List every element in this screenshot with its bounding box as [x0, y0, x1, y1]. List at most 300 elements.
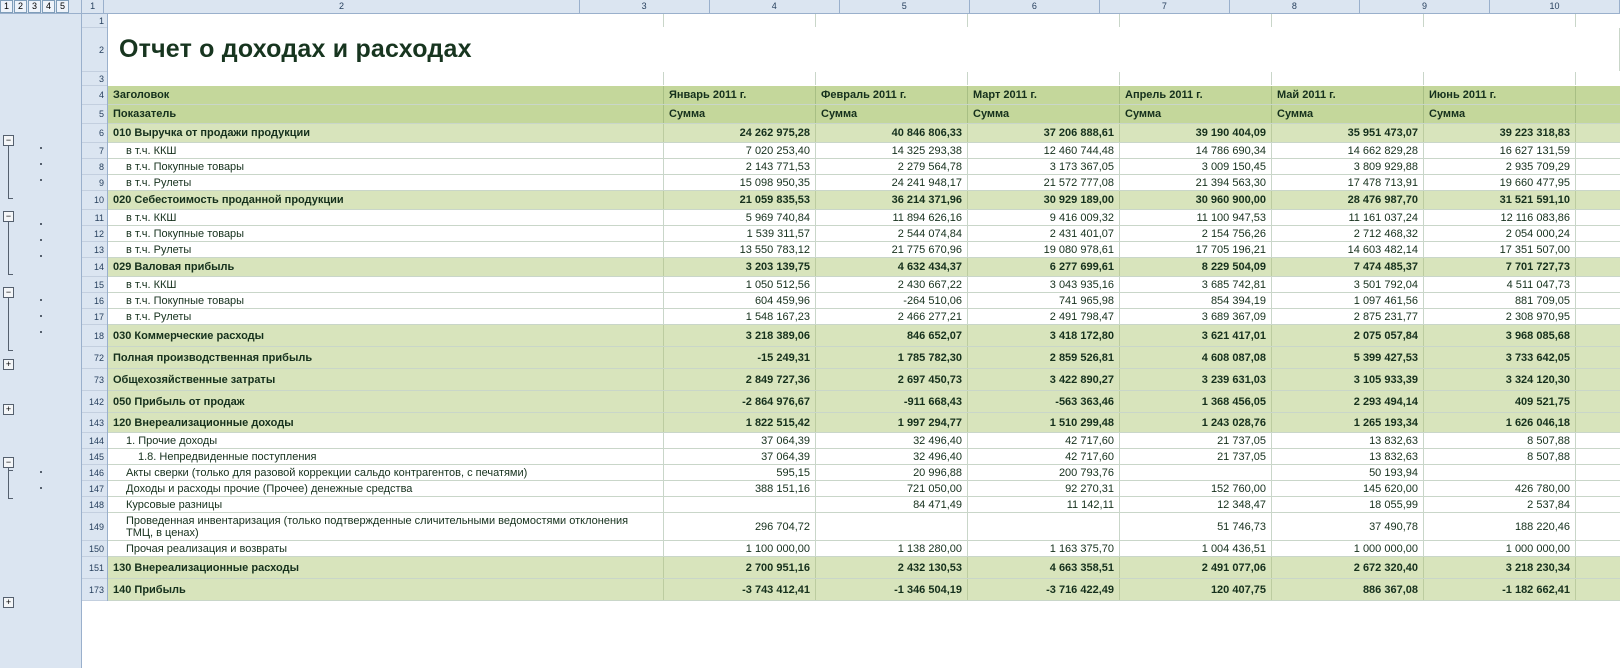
value-cell[interactable]: 3 968 085,68: [1424, 325, 1576, 346]
value-cell[interactable]: 388 151,16: [664, 481, 816, 496]
row-label-cell[interactable]: в т.ч. Покупные товары: [108, 226, 664, 241]
value-cell[interactable]: 1 000 000,00: [1272, 541, 1424, 556]
row-header-7[interactable]: 7: [82, 143, 107, 159]
outline-dot: [40, 299, 42, 301]
value-cell[interactable]: 9 416 009,32: [968, 210, 1120, 225]
value-cell[interactable]: 2 308 970,95: [1424, 309, 1576, 324]
value-cell[interactable]: [1424, 465, 1576, 480]
value-cell[interactable]: 1 000 000,00: [1424, 541, 1576, 556]
row-header-146[interactable]: 146: [82, 465, 107, 481]
row-header-3[interactable]: 3: [82, 72, 107, 86]
value-cell[interactable]: 42 717,60: [968, 433, 1120, 448]
outline-level-4[interactable]: 4: [42, 0, 55, 13]
value-cell[interactable]: 3 043 935,16: [968, 277, 1120, 292]
value-cell[interactable]: 1 510 299,48: [968, 413, 1120, 432]
worksheet-grid: [108, 14, 1620, 601]
value-cell[interactable]: 2 875 231,77: [1272, 309, 1424, 324]
value-cell[interactable]: Сумма: [1120, 105, 1272, 123]
row-header-4[interactable]: 4: [82, 86, 107, 105]
value-cell[interactable]: 37 490,78: [1272, 513, 1424, 540]
table-row: [108, 497, 1620, 513]
value-cell[interactable]: 17 478 713,91: [1272, 175, 1424, 190]
outline-expand-button-2[interactable]: +: [3, 404, 14, 415]
row-header-17[interactable]: 17: [82, 309, 107, 325]
table-row: [108, 86, 1620, 105]
value-cell[interactable]: 24 262 975,28: [664, 124, 816, 142]
value-cell[interactable]: 3 501 792,04: [1272, 277, 1424, 292]
value-cell[interactable]: 2 859 526,81: [968, 347, 1120, 368]
value-cell[interactable]: 2 700 951,16: [664, 557, 816, 578]
row-label-cell[interactable]: Доходы и расходы прочие (Прочее) денежные средства: [108, 481, 664, 496]
value-cell[interactable]: 8 507,88: [1424, 449, 1576, 464]
value-cell[interactable]: 17 705 196,21: [1120, 242, 1272, 257]
row-label-cell[interactable]: [108, 72, 664, 85]
row-header-11[interactable]: 11: [82, 210, 107, 226]
value-cell[interactable]: [968, 513, 1120, 540]
value-cell[interactable]: 721 050,00: [816, 481, 968, 496]
value-cell[interactable]: 3 685 742,81: [1120, 277, 1272, 292]
value-cell[interactable]: 42 717,60: [968, 449, 1120, 464]
outline-dot: [40, 179, 42, 181]
row-label-cell[interactable]: Полная производственная прибыль: [108, 347, 664, 368]
row-label-cell[interactable]: в т.ч. Покупные товары: [108, 293, 664, 308]
value-cell[interactable]: 426 780,00: [1424, 481, 1576, 496]
value-cell[interactable]: 2 430 667,22: [816, 277, 968, 292]
value-cell[interactable]: 4 632 434,37: [816, 258, 968, 276]
value-cell[interactable]: 92 270,31: [968, 481, 1120, 496]
value-cell[interactable]: 37 064,39: [664, 433, 816, 448]
value-cell[interactable]: 28 476 987,70: [1272, 191, 1424, 209]
value-cell[interactable]: 11 161 037,24: [1272, 210, 1424, 225]
value-cell[interactable]: 11 100 947,53: [1120, 210, 1272, 225]
value-cell[interactable]: 6 277 699,61: [968, 258, 1120, 276]
column-header-9[interactable]: 9: [1360, 0, 1490, 13]
value-cell[interactable]: [1120, 465, 1272, 480]
value-cell[interactable]: 3 733 642,05: [1424, 347, 1576, 368]
table-row: [108, 309, 1620, 325]
value-cell[interactable]: 3 218 230,34: [1424, 557, 1576, 578]
value-cell[interactable]: 1 265 193,34: [1272, 413, 1424, 432]
row-label-cell[interactable]: 1. Прочие доходы: [108, 433, 664, 448]
table-row: [108, 579, 1620, 601]
value-cell[interactable]: 5 399 427,53: [1272, 347, 1424, 368]
row-header-149[interactable]: 149: [82, 513, 107, 541]
row-label-cell[interactable]: Общехозяйственные затраты: [108, 369, 664, 390]
value-cell[interactable]: 2 466 277,21: [816, 309, 968, 324]
value-cell[interactable]: [816, 72, 968, 85]
row-header-14[interactable]: 14: [82, 258, 107, 277]
value-cell[interactable]: 1 138 280,00: [816, 541, 968, 556]
value-cell[interactable]: Июнь 2011 г.: [1424, 86, 1576, 104]
value-cell[interactable]: 1 548 167,23: [664, 309, 816, 324]
value-cell[interactable]: 188 220,46: [1424, 513, 1576, 540]
row-header-151[interactable]: 151: [82, 557, 107, 579]
value-cell[interactable]: 4 511 047,73: [1424, 277, 1576, 292]
value-cell[interactable]: Сумма: [816, 105, 968, 123]
value-cell[interactable]: -264 510,06: [816, 293, 968, 308]
value-cell[interactable]: [664, 497, 816, 512]
value-cell[interactable]: 2 697 450,73: [816, 369, 968, 390]
value-cell[interactable]: 12 460 744,48: [968, 143, 1120, 158]
row-header-18[interactable]: 18: [82, 325, 107, 347]
value-cell[interactable]: 1 097 461,56: [1272, 293, 1424, 308]
value-cell[interactable]: 145 620,00: [1272, 481, 1424, 496]
value-cell[interactable]: 3 809 929,88: [1272, 159, 1424, 174]
row-header-72[interactable]: 72: [82, 347, 107, 369]
value-cell[interactable]: 31 521 591,10: [1424, 191, 1576, 209]
value-cell[interactable]: Апрель 2011 г.: [1120, 86, 1272, 104]
outline-dot: [40, 487, 42, 489]
column-header-1[interactable]: 1: [82, 0, 104, 13]
row-header-10[interactable]: 10: [82, 191, 107, 210]
value-cell[interactable]: 21 059 835,53: [664, 191, 816, 209]
row-label-cell[interactable]: в т.ч. Рулеты: [108, 242, 664, 257]
outline-level-1[interactable]: 1: [0, 0, 13, 13]
value-cell[interactable]: Май 2011 г.: [1272, 86, 1424, 104]
value-cell[interactable]: 2 431 401,07: [968, 226, 1120, 241]
row-header-9[interactable]: 9: [82, 175, 107, 191]
value-cell[interactable]: [1424, 72, 1576, 85]
value-cell[interactable]: 40 846 806,33: [816, 124, 968, 142]
outline-bracket-line-4: [8, 468, 9, 498]
value-cell[interactable]: -3 743 412,41: [664, 579, 816, 600]
value-cell[interactable]: 16 627 131,59: [1424, 143, 1576, 158]
row-header-147[interactable]: 147: [82, 481, 107, 497]
row-label-cell[interactable]: 030 Коммерческие расходы: [108, 325, 664, 346]
table-row: [108, 191, 1620, 210]
value-cell[interactable]: 84 471,49: [816, 497, 968, 512]
row-header-5[interactable]: 5: [82, 105, 107, 124]
row-header-73[interactable]: 73: [82, 369, 107, 391]
column-header-6[interactable]: 6: [970, 0, 1100, 13]
value-cell[interactable]: Январь 2011 г.: [664, 86, 816, 104]
value-cell[interactable]: 8 507,88: [1424, 433, 1576, 448]
value-cell[interactable]: 7 474 485,37: [1272, 258, 1424, 276]
outline-groups: [0, 14, 81, 668]
value-cell[interactable]: 741 965,98: [968, 293, 1120, 308]
outline-expand-button-3[interactable]: +: [3, 597, 14, 608]
outline-expand-button-1[interactable]: +: [3, 359, 14, 370]
column-header-7[interactable]: 7: [1100, 0, 1230, 13]
value-cell[interactable]: [664, 72, 816, 85]
row-header-142[interactable]: 142: [82, 391, 107, 413]
value-cell[interactable]: 50 193,94: [1272, 465, 1424, 480]
value-cell[interactable]: 1 163 375,70: [968, 541, 1120, 556]
row-header-13[interactable]: 13: [82, 242, 107, 258]
value-cell[interactable]: 39 190 404,09: [1120, 124, 1272, 142]
outline-level-2[interactable]: 2: [14, 0, 27, 13]
value-cell[interactable]: 120 407,75: [1120, 579, 1272, 600]
value-cell[interactable]: [968, 72, 1120, 85]
value-cell[interactable]: 30 960 900,00: [1120, 191, 1272, 209]
column-header-2[interactable]: 2: [104, 0, 579, 13]
value-cell[interactable]: 24 241 948,17: [816, 175, 968, 190]
row-label-cell[interactable]: Акты сверки (только для разовой коррекции сальдо контрагентов, с печатями): [108, 465, 664, 480]
value-cell[interactable]: 595,15: [664, 465, 816, 480]
value-cell[interactable]: 32 496,40: [816, 449, 968, 464]
table-row: [108, 369, 1620, 391]
row-label-cell[interactable]: 120 Внереализационные доходы: [108, 413, 664, 432]
value-cell[interactable]: 4 608 087,08: [1120, 347, 1272, 368]
value-cell[interactable]: [1272, 14, 1424, 27]
outline-bracket-line-1: [8, 146, 9, 198]
column-header-3[interactable]: 3: [580, 0, 710, 13]
value-cell[interactable]: [968, 14, 1120, 27]
value-cell[interactable]: -911 668,43: [816, 391, 968, 412]
value-cell[interactable]: 1 004 436,51: [1120, 541, 1272, 556]
value-cell[interactable]: 3 689 367,09: [1120, 309, 1272, 324]
row-label-cell[interactable]: Заголовок: [108, 86, 664, 104]
table-row: [108, 105, 1620, 124]
outline-dot: [40, 239, 42, 241]
value-cell[interactable]: 1 785 782,30: [816, 347, 968, 368]
row-label-cell[interactable]: 140 Прибыль: [108, 579, 664, 600]
value-cell[interactable]: 39 223 318,83: [1424, 124, 1576, 142]
row-header-1[interactable]: 1: [82, 14, 107, 28]
row-label-cell[interactable]: 010 Выручка от продажи продукции: [108, 124, 664, 142]
row-label-cell[interactable]: 1.8. Непредвиденные поступления: [108, 449, 664, 464]
value-cell[interactable]: 11 894 626,16: [816, 210, 968, 225]
table-row: [108, 242, 1620, 258]
outline-bracket-foot-4: [8, 470, 13, 471]
value-cell[interactable]: 18 055,99: [1272, 497, 1424, 512]
value-cell[interactable]: 20 996,88: [816, 465, 968, 480]
row-label-cell[interactable]: Прочая реализация и возвраты: [108, 541, 664, 556]
table-row: [108, 391, 1620, 413]
value-cell[interactable]: -563 363,46: [968, 391, 1120, 412]
outline-dot: [40, 331, 42, 333]
value-cell[interactable]: 1 243 028,76: [1120, 413, 1272, 432]
outline-dot: [40, 471, 42, 473]
row-label-cell[interactable]: Показатель: [108, 105, 664, 123]
value-cell[interactable]: 3 422 890,27: [968, 369, 1120, 390]
value-cell[interactable]: Сумма: [1272, 105, 1424, 123]
outline-dot: [40, 255, 42, 257]
value-cell[interactable]: 2 491 798,47: [968, 309, 1120, 324]
row-header-173[interactable]: 173: [82, 579, 107, 601]
value-cell[interactable]: 2 935 709,29: [1424, 159, 1576, 174]
value-cell[interactable]: Февраль 2011 г.: [816, 86, 968, 104]
value-cell[interactable]: 21 737,05: [1120, 449, 1272, 464]
value-cell[interactable]: 3 239 631,03: [1120, 369, 1272, 390]
row-header-8[interactable]: 8: [82, 159, 107, 175]
value-cell[interactable]: 886 367,08: [1272, 579, 1424, 600]
row-header-12[interactable]: 12: [82, 226, 107, 242]
value-cell[interactable]: 37 206 888,61: [968, 124, 1120, 142]
value-cell[interactable]: 3 324 120,30: [1424, 369, 1576, 390]
outline-dot: [40, 163, 42, 165]
row-label-cell[interactable]: [108, 14, 664, 27]
value-cell[interactable]: 37 064,39: [664, 449, 816, 464]
row-header-145[interactable]: 145: [82, 449, 107, 465]
column-header-4[interactable]: 4: [710, 0, 840, 13]
value-cell[interactable]: 3 203 139,75: [664, 258, 816, 276]
value-cell[interactable]: 2 154 756,26: [1120, 226, 1272, 241]
row-header-150[interactable]: 150: [82, 541, 107, 557]
value-cell[interactable]: 881 709,05: [1424, 293, 1576, 308]
value-cell[interactable]: 604 459,96: [664, 293, 816, 308]
value-cell[interactable]: 19 660 477,95: [1424, 175, 1576, 190]
value-cell[interactable]: 21 737,05: [1120, 433, 1272, 448]
value-cell[interactable]: 3 418 172,80: [968, 325, 1120, 346]
value-cell[interactable]: 2 432 130,53: [816, 557, 968, 578]
value-cell[interactable]: [816, 513, 968, 540]
value-cell[interactable]: 30 929 189,00: [968, 191, 1120, 209]
outline-collapse-button-1[interactable]: −: [3, 135, 14, 146]
row-label-cell[interactable]: 029 Валовая прибыль: [108, 258, 664, 276]
table-row: [108, 433, 1620, 449]
value-cell[interactable]: 1 997 294,77: [816, 413, 968, 432]
value-cell[interactable]: 2 544 074,84: [816, 226, 968, 241]
value-cell[interactable]: 15 098 950,35: [664, 175, 816, 190]
column-header-10[interactable]: 10: [1490, 0, 1620, 13]
value-cell[interactable]: [1272, 72, 1424, 85]
value-cell[interactable]: 2 537,84: [1424, 497, 1576, 512]
outline-dot: [40, 223, 42, 225]
row-label-cell[interactable]: в т.ч. Рулеты: [108, 175, 664, 190]
value-cell[interactable]: 3 621 417,01: [1120, 325, 1272, 346]
value-cell[interactable]: 2 293 494,14: [1272, 391, 1424, 412]
value-cell[interactable]: 2 672 320,40: [1272, 557, 1424, 578]
value-cell[interactable]: 36 214 371,96: [816, 191, 968, 209]
row-header-143[interactable]: 143: [82, 413, 107, 433]
value-cell[interactable]: 2 491 077,06: [1120, 557, 1272, 578]
value-cell[interactable]: 7 701 727,73: [1424, 258, 1576, 276]
table-row: [108, 159, 1620, 175]
value-cell[interactable]: 4 663 358,51: [968, 557, 1120, 578]
row-label-cell[interactable]: Курсовые разницы: [108, 497, 664, 512]
value-cell[interactable]: 409 521,75: [1424, 391, 1576, 412]
row-header-15[interactable]: 15: [82, 277, 107, 293]
outline-collapse-button-3[interactable]: −: [3, 287, 14, 298]
outline-level-5[interactable]: 5: [56, 0, 69, 13]
value-cell[interactable]: 1 822 515,42: [664, 413, 816, 432]
value-cell[interactable]: 3 105 933,39: [1272, 369, 1424, 390]
value-cell[interactable]: [1120, 14, 1272, 27]
value-cell[interactable]: 12 116 083,86: [1424, 210, 1576, 225]
value-cell[interactable]: 2 054 000,24: [1424, 226, 1576, 241]
value-cell[interactable]: 1 626 046,18: [1424, 413, 1576, 432]
value-cell[interactable]: 21 394 563,30: [1120, 175, 1272, 190]
page-title: Отчет о доходах и расходах: [108, 28, 1620, 71]
value-cell[interactable]: 32 496,40: [816, 433, 968, 448]
row-header-144[interactable]: 144: [82, 433, 107, 449]
row-label-cell[interactable]: 130 Внереализационные расходы: [108, 557, 664, 578]
value-cell[interactable]: 2 712 468,32: [1272, 226, 1424, 241]
row-header-6[interactable]: 6: [82, 124, 107, 143]
row-label-cell[interactable]: 020 Себестоимость проданной продукции: [108, 191, 664, 209]
value-cell[interactable]: Март 2011 г.: [968, 86, 1120, 104]
table-row: [108, 513, 1620, 541]
outline-pane: [0, 0, 82, 668]
outline-level-buttons: [0, 0, 81, 14]
value-cell[interactable]: 14 662 829,28: [1272, 143, 1424, 158]
value-cell[interactable]: 21 775 670,96: [816, 242, 968, 257]
table-row: [108, 449, 1620, 465]
value-cell[interactable]: [1424, 14, 1576, 27]
row-header-gutter: [82, 14, 108, 601]
value-cell[interactable]: 7 020 253,40: [664, 143, 816, 158]
row-label-cell[interactable]: в т.ч. Покупные товары: [108, 159, 664, 174]
value-cell[interactable]: 1 539 311,57: [664, 226, 816, 241]
outline-bracket-foot-2: [8, 274, 13, 275]
value-cell[interactable]: 14 786 690,34: [1120, 143, 1272, 158]
value-cell[interactable]: 2 143 771,53: [664, 159, 816, 174]
value-cell[interactable]: 35 951 473,07: [1272, 124, 1424, 142]
table-row: [108, 175, 1620, 191]
outline-level-3[interactable]: 3: [28, 0, 41, 13]
value-cell[interactable]: [1120, 72, 1272, 85]
row-label-cell[interactable]: 050 Прибыль от продаж: [108, 391, 664, 412]
value-cell[interactable]: 13 550 783,12: [664, 242, 816, 257]
row-label-cell[interactable]: в т.ч. ККШ: [108, 210, 664, 225]
outline-collapse-button-4[interactable]: −: [3, 457, 14, 468]
row-label-cell[interactable]: в т.ч. ККШ: [108, 277, 664, 292]
column-header-8[interactable]: 8: [1230, 0, 1360, 13]
value-cell[interactable]: 296 704,72: [664, 513, 816, 540]
outline-bracket-foot-1: [8, 198, 13, 199]
row-label-cell[interactable]: Проведенная инвентаризация (только подтвержденные сличительными ведомостями отклонения ТМЦ, в ценах): [108, 513, 664, 540]
value-cell[interactable]: 3 218 389,06: [664, 325, 816, 346]
value-cell[interactable]: [816, 14, 968, 27]
row-header-148[interactable]: 148: [82, 497, 107, 513]
value-cell[interactable]: 21 572 777,08: [968, 175, 1120, 190]
row-label-cell[interactable]: в т.ч. ККШ: [108, 143, 664, 158]
column-header-5[interactable]: 5: [840, 0, 970, 13]
value-cell[interactable]: 2 849 727,36: [664, 369, 816, 390]
value-cell[interactable]: 51 746,73: [1120, 513, 1272, 540]
outline-bracket-line-3: [8, 298, 9, 350]
value-cell[interactable]: 13 832,63: [1272, 449, 1424, 464]
value-cell[interactable]: 8 229 504,09: [1120, 258, 1272, 276]
value-cell[interactable]: [664, 14, 816, 27]
value-cell[interactable]: 1 100 000,00: [664, 541, 816, 556]
value-cell[interactable]: 14 603 482,14: [1272, 242, 1424, 257]
value-cell[interactable]: 13 832,63: [1272, 433, 1424, 448]
value-cell[interactable]: -1 346 504,19: [816, 579, 968, 600]
value-cell[interactable]: -2 864 976,67: [664, 391, 816, 412]
value-cell[interactable]: 854 394,19: [1120, 293, 1272, 308]
row-header-2[interactable]: 2: [82, 28, 107, 72]
value-cell[interactable]: 846 652,07: [816, 325, 968, 346]
value-cell[interactable]: 1 050 512,56: [664, 277, 816, 292]
outline-collapse-button-2[interactable]: −: [3, 211, 14, 222]
value-cell[interactable]: 152 760,00: [1120, 481, 1272, 496]
value-cell[interactable]: 3 173 367,05: [968, 159, 1120, 174]
value-cell[interactable]: 19 080 978,61: [968, 242, 1120, 257]
row-label-cell[interactable]: в т.ч. Рулеты: [108, 309, 664, 324]
value-cell[interactable]: 17 351 507,00: [1424, 242, 1576, 257]
value-cell[interactable]: 2 279 564,78: [816, 159, 968, 174]
value-cell[interactable]: 5 969 740,84: [664, 210, 816, 225]
value-cell[interactable]: 11 142,11: [968, 497, 1120, 512]
value-cell[interactable]: 1 368 456,05: [1120, 391, 1272, 412]
value-cell[interactable]: 14 325 293,38: [816, 143, 968, 158]
value-cell[interactable]: Сумма: [968, 105, 1120, 123]
value-cell[interactable]: -1 182 662,41: [1424, 579, 1576, 600]
value-cell[interactable]: 3 009 150,45: [1120, 159, 1272, 174]
value-cell[interactable]: Сумма: [1424, 105, 1576, 123]
value-cell[interactable]: 12 348,47: [1120, 497, 1272, 512]
value-cell[interactable]: Сумма: [664, 105, 816, 123]
value-cell[interactable]: -15 249,31: [664, 347, 816, 368]
table-row: [108, 210, 1620, 226]
row-header-16[interactable]: 16: [82, 293, 107, 309]
value-cell[interactable]: 200 793,76: [968, 465, 1120, 480]
outline-bracket-line-2: [8, 222, 9, 274]
value-cell[interactable]: -3 716 422,49: [968, 579, 1120, 600]
value-cell[interactable]: 2 075 057,84: [1272, 325, 1424, 346]
